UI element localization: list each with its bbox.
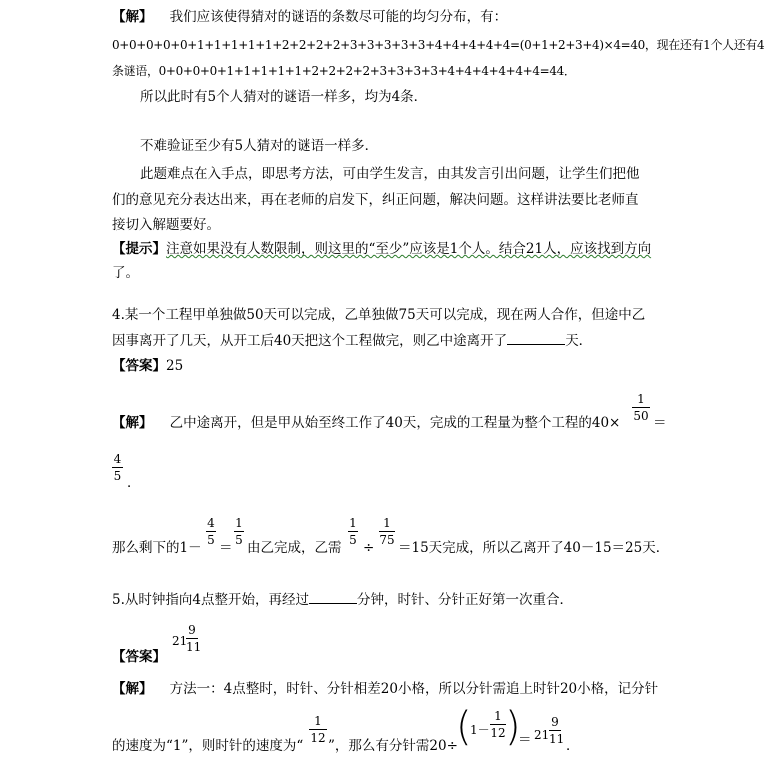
- q5-answer-label: 【答案】: [112, 649, 166, 665]
- equals-sign-2: ＝: [219, 540, 233, 556]
- remaining-text-2: 由乙完成，乙需: [247, 540, 342, 556]
- result-whole: 21: [534, 728, 550, 742]
- remaining-text: 那么剩下的1－: [112, 540, 202, 556]
- division-sign: ÷: [363, 540, 375, 556]
- q4-solution-text: 乙中途离开，但是甲从始至终工作了40天，完成的工程量为整个工程的40×: [169, 415, 621, 431]
- q5-text: 5.从时钟指向4点整开始，再经过: [112, 592, 309, 608]
- left-parenthesis: (: [456, 704, 472, 750]
- denominator: 5: [349, 533, 357, 547]
- conclusion-line: 所以此时有5个人猜对的谜语一样多，均为4条．: [140, 89, 428, 105]
- verify-line: 不难验证至少有5人猜对的谜语一样多．: [140, 138, 379, 154]
- hint-line-2: 了。: [112, 265, 139, 281]
- result-fraction: [549, 715, 565, 746]
- numerator: 1: [494, 709, 502, 723]
- q5-line-1: [112, 591, 573, 609]
- numerator: 1: [235, 516, 243, 530]
- numerator: 1: [383, 516, 391, 530]
- numerator: 9: [188, 623, 196, 637]
- fraction-4-5-b: [206, 516, 216, 547]
- remaining-text-3: ＝15天完成，所以乙离开了40－15＝25天．: [398, 540, 670, 556]
- denominator: 50: [633, 409, 649, 423]
- q5-answer-blank: [309, 591, 357, 604]
- numerator: 1: [349, 516, 357, 530]
- denominator: 11: [186, 640, 202, 654]
- numerator: 4: [207, 516, 215, 530]
- numerator: 9: [551, 715, 559, 729]
- sequence-line-2: 条谜语，0+0+0+0+1+1+1+1+1+2+2+2+2+3+3+3+3+4+4+4+4+4+4=44．: [112, 64, 576, 78]
- q5-solution-label: 【解】: [112, 681, 153, 697]
- note-line-1: 此题难点在入手点，即思考方法，可由学生发言，由其发言引出问题，让学生们把他: [140, 166, 640, 182]
- fraction-1-5-b: [348, 516, 358, 547]
- denominator: 5: [235, 533, 243, 547]
- fraction-1-50: [632, 392, 650, 423]
- denominator: 5: [207, 533, 215, 547]
- denominator: 11: [549, 732, 565, 746]
- q4-answer-blank: [507, 332, 565, 345]
- fraction-1-12-b: [490, 709, 506, 740]
- sequence-line-1: 0+0+0+0+0+1+1+1+1+1+2+2+2+2+3+3+3+3+3+4+4+4+4+4=(0+1+2+3+4)×4=40，现在还有1个人还有4: [112, 38, 765, 52]
- q4-line-2: [112, 332, 592, 350]
- right-parenthesis: ): [505, 704, 521, 750]
- note-line-2: 们的意见充分表达出来，再在老师的启发下，纠正问题，解决问题。这样讲法要比老师直: [112, 192, 639, 208]
- q4-line-1: 4.某一个工程甲单独做50天可以完成，乙单独做75天可以完成，现在两人合作，但途中乙: [112, 307, 646, 323]
- q5-solution-text: 方法一：4点整时，时针、分针相差20小格，所以分针需追上时针20小格，记分针: [169, 681, 659, 697]
- fraction-1-75: [379, 516, 395, 547]
- denominator: 12: [490, 726, 506, 740]
- period: ．: [127, 475, 141, 491]
- fraction-1-5: [234, 516, 244, 547]
- fraction-4-5: [112, 452, 123, 483]
- hint-line-1: [112, 240, 651, 258]
- numerator: 1: [314, 714, 322, 728]
- q4-answer-line: [112, 357, 183, 375]
- final-period: ．: [566, 738, 580, 754]
- equals-sign-3: ＝: [518, 732, 532, 748]
- numerator: 1: [637, 392, 645, 406]
- solution-text: 我们应该使得猜对的谜语的条数尽可能的均匀分布，有：: [169, 9, 508, 25]
- solution-label: 【解】: [112, 9, 153, 25]
- note-line-3: 接切入解题要好。: [112, 217, 220, 233]
- q4-solution-line-1: [112, 414, 620, 432]
- q4-text: 因事离开了几天，从开工后40天把这个工程做完，则乙中途离开了: [112, 333, 508, 349]
- hint-text: 注意如果没有人数限制，则这里的“至少”应该是1个人。结合21人，应该找到方向: [166, 241, 652, 257]
- q5-solution-line-2b: ”，那么有分针需20÷: [328, 738, 458, 754]
- denominator: 12: [310, 731, 326, 745]
- q4-answer-value: 25: [166, 358, 184, 374]
- fraction-1-12: [309, 714, 327, 745]
- q5-solution-line-2: 的速度为“1”，则时针的速度为“: [112, 738, 304, 754]
- hint-label: 【提示】: [112, 241, 166, 257]
- q4-solution-label: 【解】: [112, 415, 153, 431]
- mixed-number-whole: 21: [172, 634, 188, 648]
- one-minus: 1－: [470, 723, 490, 737]
- q5-text-end: 分钟，时针、分针正好第一次重合．: [356, 592, 573, 608]
- equals-sign: ＝: [653, 415, 667, 431]
- numerator: 4: [113, 452, 122, 466]
- q4-answer-label: 【答案】: [112, 358, 166, 374]
- denominator: 75: [379, 533, 395, 547]
- mixed-number-fraction: [186, 623, 202, 654]
- denominator: 5: [113, 469, 122, 483]
- q4-text-end: 天．: [565, 333, 593, 349]
- solution-line-1: [112, 8, 507, 26]
- q5-solution-line-1: [112, 680, 658, 698]
